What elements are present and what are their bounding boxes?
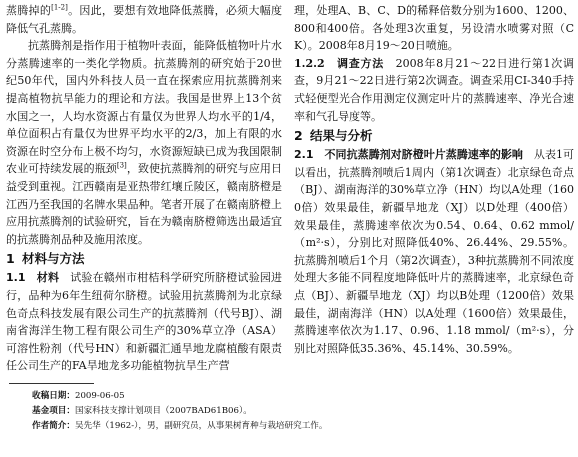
antitranspirant-text-rest: ，致使抗蒸腾剂的研究与应用日益受到重视。江西赣南是亚热带红壤丘陵区，赣南脐橙是江西乃至我国的名牌水果品种。笔者开展了在赣南脐橙上应用抗蒸腾剂的试验研究，旨在为赣南脐橙筛选出最适宜的抗蒸腾剂品种及施用浓度。 xyxy=(6,162,283,246)
citation-3[interactable]: [3] xyxy=(116,161,127,170)
treatment-paragraph: 理，处理A、B、C、D的稀释倍数分别为1600、1200、800和400倍。各处理3次重复，另设清水喷雾对照（CK）。2008年8月19～20日喷施。 xyxy=(294,4,574,53)
materials-text: 试验在赣州市柑桔科学研究所脐橙试验园进行，品种为6年生纽荷尔脐橙。试验用抗蒸腾剂为北京绿色奇点科技发展有限公司生产的抗蒸腾剂（代号BJ）、湖南省海洋生物工程有限公司生产的30%草立净（ASA）可溶性粉剂（代号HN）和新疆汇通旱地龙腐植酸有限责任公司生产的FA旱地龙多功能植物抗旱生产营 xyxy=(6,271,282,373)
subsection-1-2-2-label: 1.2.2 调查方法 xyxy=(294,56,384,70)
received-value: 2009-06-05 xyxy=(74,391,125,401)
subsection-2-1-label: 2.1 不同抗蒸腾剂对脐橙叶片蒸腾速率的影响 xyxy=(294,148,523,162)
section-1-number: 1 xyxy=(6,251,15,267)
section-2-title: 结果与分析 xyxy=(310,128,373,144)
results-paragraph xyxy=(294,146,574,357)
footnote-divider xyxy=(9,383,94,384)
intro-text-rest: 。因此，要想有效地降低蒸腾，必须大幅度降低气孔蒸腾。 xyxy=(6,4,283,35)
materials-paragraph xyxy=(6,269,282,375)
section-1-heading xyxy=(6,248,282,269)
author-line xyxy=(32,419,552,434)
footnotes xyxy=(32,389,552,434)
intro-text: 蒸腾掉的 xyxy=(6,4,52,17)
antitranspirant-paragraph xyxy=(6,37,282,248)
received-label: 收稿日期： xyxy=(32,391,75,401)
author-label: 作者简介： xyxy=(32,421,75,431)
survey-method-text: 2008年8月21～22日进行第1次调查，9月21～22日进行第2次调查。调查采用CI-340手持式轻便型光合作用测定仪测定叶片的蒸腾速率、净光合速率和气孔导度等。 xyxy=(294,56,574,123)
section-1-title: 材料与方法 xyxy=(22,251,85,267)
subsection-1-1-label: 1.1 材料 xyxy=(6,271,60,285)
intro-paragraph-end xyxy=(6,2,282,37)
fund-line xyxy=(32,404,552,419)
antitranspirant-text: 抗蒸腾剂是指作用于植物叶表面，能降低植物叶片水分蒸腾速率的一类化学物质。抗蒸腾剂的研究始于20世纪50年代，国内外科技人员一直在探索应用抗蒸腾剂来提高植物抗旱能力的理论和方法。我国是世界上13个贫水国之一，人均水资源占有量仅为世界人均水平的1/4，单位面积占有量仅为世界平均水平的2/3，加上有限的水资源在时空分布上极不均匀，水资源短缺已成为我国限制农业可持续发展的瓶颈 xyxy=(6,39,282,176)
received-date-line xyxy=(32,389,552,404)
section-2-heading xyxy=(294,125,574,146)
citation-1-2[interactable]: [1-2] xyxy=(51,3,68,12)
fund-label: 基金项目： xyxy=(32,406,75,416)
survey-method-paragraph xyxy=(294,55,574,125)
right-column xyxy=(294,2,574,357)
left-column xyxy=(6,2,282,375)
section-2-number: 2 xyxy=(294,128,303,144)
author-value: 吴先华（1962-），男，副研究员，从事果树育种与栽培研究工作。 xyxy=(74,421,328,431)
results-text: 从表1可以看出，抗蒸腾剂喷后1周内（第1次调查）北京绿色奇点（BJ）、湖南海洋的30%草立净（HN）均以A处理（1600倍）效果最佳，新疆旱地龙（XJ）以D处理（400倍）效果最佳，蒸腾速率依次为0.54、0.64、0.62 mmol/（m²·s），分别比对照降低40%、26.44%、29.55%。抗蒸腾剂喷后1个月（第2次调查），3种抗蒸腾剂不同浓度处理大多能不同程度地降低叶片的蒸腾速率，北京绿色奇点（BJ）、新疆旱地龙（XJ）均以B处理（1200倍）效果最佳，湖南海洋（HN）以A处理（1600倍）效果最佳，蒸腾速率依次为1.17、0.96、1.18 mmol/（m²·s），分别比对照降低35.36%、45.14%、30.59%。 xyxy=(294,148,574,355)
fund-value: 国家科技支撑计划项目（2007BAD61B06）。 xyxy=(74,406,252,416)
